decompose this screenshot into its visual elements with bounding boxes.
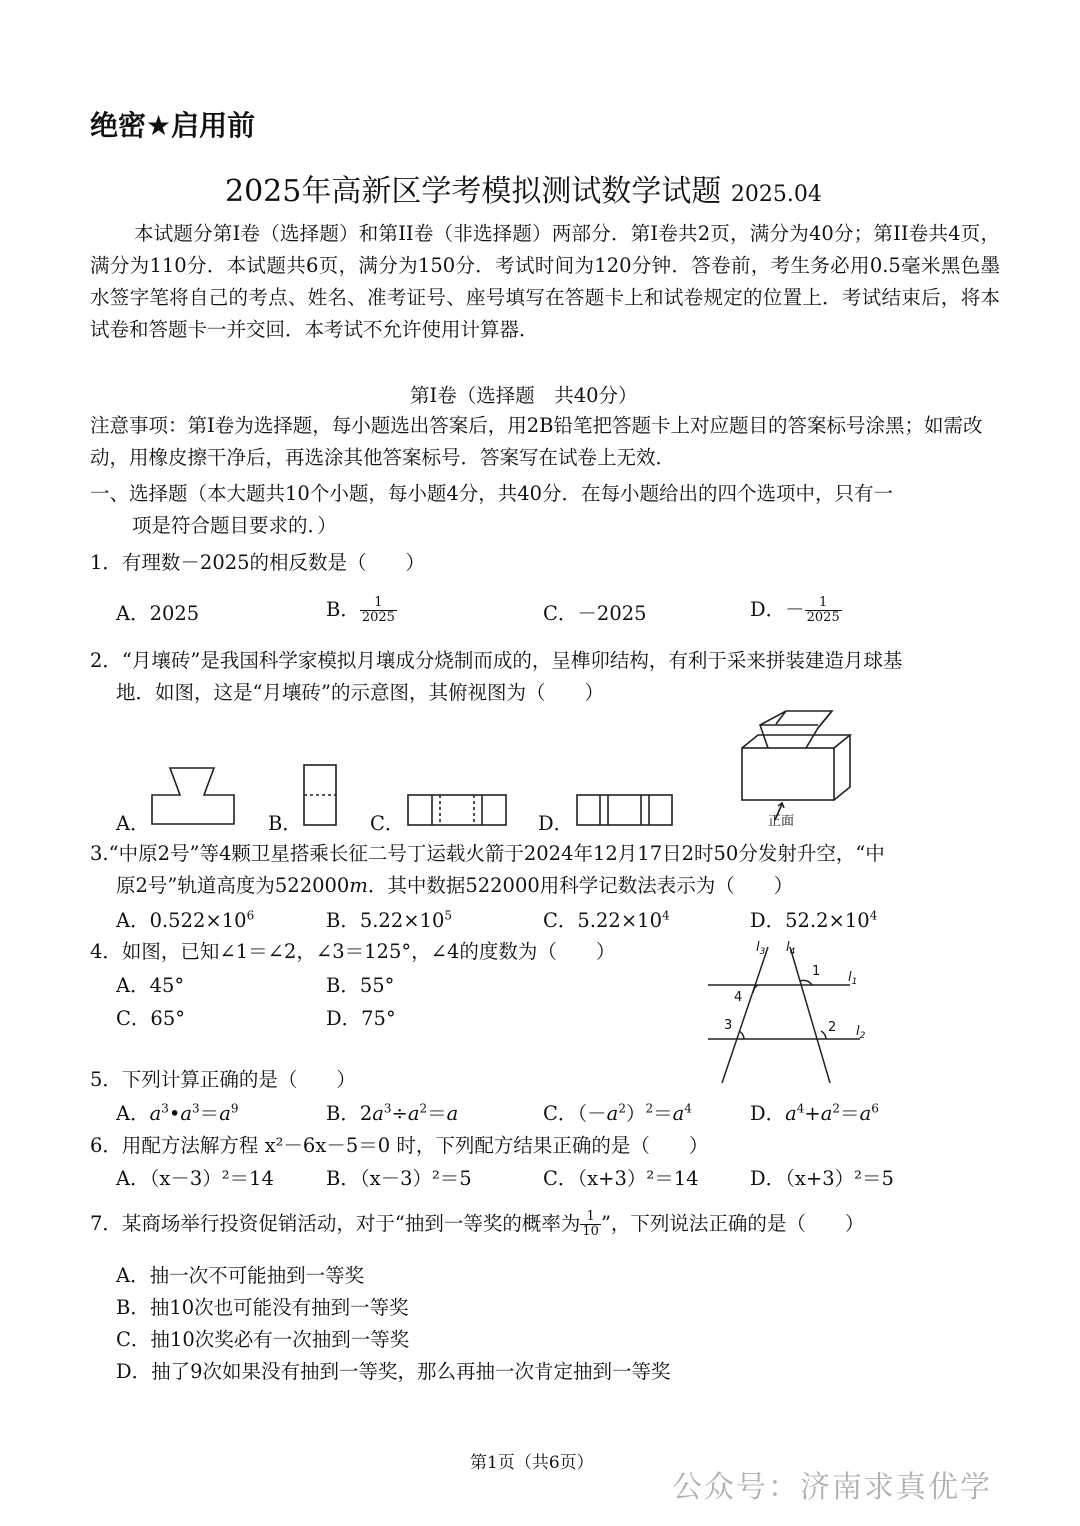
q4-stem: 4．如图，已知∠1＝∠2，∠3＝125°，∠4的度数为（ ）	[90, 940, 616, 963]
svg-text:2: 2	[828, 1020, 837, 1035]
part-one-heading: 一、选择题（本大题共10个小题，每小题4分，共40分．在每小题给出的四个选项中，只有一 项是符合题目要求的．）	[90, 482, 894, 537]
exam-date: 2025.04	[730, 182, 822, 207]
moon-brick-diagram	[742, 711, 850, 820]
q5-option-c: C．$(-a^2)^2=a^4$	[543, 1101, 692, 1125]
q1-option-c: C．－2025	[543, 602, 647, 625]
q2-shape-a	[152, 768, 234, 824]
q1-option-b: B． $\frac{1}{2025}$	[326, 595, 395, 625]
q2-stem-line1: 2．“月壤砖”是我国科学家模拟月壤成分烧制而成的，呈榫卯结构，有利于采来拼装建造月球基	[90, 649, 903, 672]
q3-option-a: A．$0.522\times 10^6$	[116, 908, 255, 932]
page-footer: 第1页（共6页）	[470, 1453, 594, 1473]
q2-option-a: A．	[116, 812, 150, 835]
svg-text:1: 1	[812, 964, 821, 979]
q7-stem: 7．某商场举行投资促销活动，对于“抽到一等奖的概率为 $\frac{1}{10}$ ”，下列说法正确的是（ ）	[90, 1209, 865, 1239]
q6-stem: 6．用配方法解方程 x²－6x－5＝0 时，下列配方结果正确的是（ ）	[90, 1134, 709, 1157]
front-label: 正面	[768, 814, 795, 829]
q4-diagram	[700, 935, 880, 1085]
q2-shape-c	[408, 795, 506, 825]
q5-option-b: B．$2a^3\div a^2=a$	[326, 1101, 459, 1125]
q4-option-c: C．65°	[116, 1007, 185, 1030]
intro-paragraph: 本试题分第I卷（选择题）和第II卷（非选择题）两部分．第I卷共2页，满分为40分；第II卷共4页，满分为110分．本试题共6页，满分为150分．考试时间为120分钟．答卷前，考生务必用0.5毫米黑色墨水签字笔将自己的考点、姓名、准考证号、座号填写在答题卡上和试卷规定的位置上．考试结束后，将本试卷和答题卡一并交回．本考试不允许使用计算器．	[90, 222, 1001, 341]
q3-option-b: B．$5.22\times 10^5$	[326, 908, 453, 932]
exam-title: 2025年高新区学考模拟测试数学试题 2025.04	[225, 174, 822, 209]
q6-option-c: C．（x+3）²＝14	[543, 1167, 699, 1190]
watermark: 公众号：济南求真优学	[672, 1470, 992, 1505]
svg-text:l3: $l_3$	[756, 940, 766, 957]
q7-option-c: C．抽10次奖必有一次抽到一等奖	[116, 1328, 410, 1351]
q4-option-d: D．75°	[326, 1007, 396, 1030]
q2-option-d: D．	[538, 812, 574, 835]
q6-option-a: A．（x－3）²＝14	[116, 1167, 274, 1190]
q4-option-a: A．45°	[116, 974, 185, 997]
svg-text:3: 3	[724, 1018, 733, 1033]
svg-text:l2: $l_2$	[856, 1024, 866, 1041]
q7-option-b: B．抽10次也可能没有抽到一等奖	[116, 1296, 409, 1319]
svg-text:4: 4	[734, 990, 743, 1005]
q5-option-a: A．$a^3•a^3=a^9$	[116, 1101, 239, 1125]
svg-text:l1: $l_1$	[848, 970, 858, 987]
svg-text:l4: $l_4$	[786, 940, 796, 957]
q3-stem-line1: 3.“中原2号”等4颗卫星搭乘长征二号丁运载火箭于2024年12月17日2时50分发射升空，“中	[90, 842, 885, 865]
q1-option-d: D．－ $\frac{1}{2025}$	[750, 595, 840, 625]
q3-stem-line2: 原2号”轨道高度为522000m．其中数据522000用科学记数法表示为（ ）	[116, 874, 794, 897]
q6-option-d: D．（x+3）²＝5	[750, 1167, 894, 1190]
q3-option-c: C．$5.22\times 10^4$	[543, 908, 670, 932]
confidential-mark: 绝密★启用前	[90, 109, 256, 142]
q3-option-d: D．$52.2\times 10^4$	[750, 908, 878, 932]
q2-shape-b	[304, 765, 336, 825]
q2-option-b: B．	[268, 812, 302, 835]
q6-option-b: B．（x－3）²＝5	[326, 1167, 472, 1190]
notice-paragraph: 注意事项：第I卷为选择题，每小题选出答案后，用2B铅笔把答题卡上对应题目的答案标号涂黑；如需改动，用橡皮擦干净后，再选涂其他答案标号．答案写在试卷上无效．	[90, 414, 983, 469]
q4-option-b: B．55°	[326, 974, 395, 997]
q5-stem: 5．下列计算正确的是（ ）	[90, 1068, 356, 1091]
q2-option-c: C．	[370, 812, 405, 835]
q2-stem-line2: 地．如图，这是“月壤砖”的示意图，其俯视图为（ ）	[116, 681, 604, 704]
q2-shape-d	[577, 795, 672, 825]
q1-option-a: A．2025	[116, 602, 200, 625]
q7-option-a: A．抽一次不可能抽到一等奖	[116, 1264, 365, 1287]
q5-option-d: D．$a^4+a^2=a^6$	[750, 1101, 879, 1125]
q1-stem: 1．有理数－2025的相反数是（ ）	[90, 551, 426, 574]
section-heading: 第I卷（选择题 共40分）	[410, 384, 638, 407]
q7-option-d: D．抽了9次如果没有抽到一等奖，那么再抽一次肯定抽到一等奖	[116, 1360, 671, 1383]
